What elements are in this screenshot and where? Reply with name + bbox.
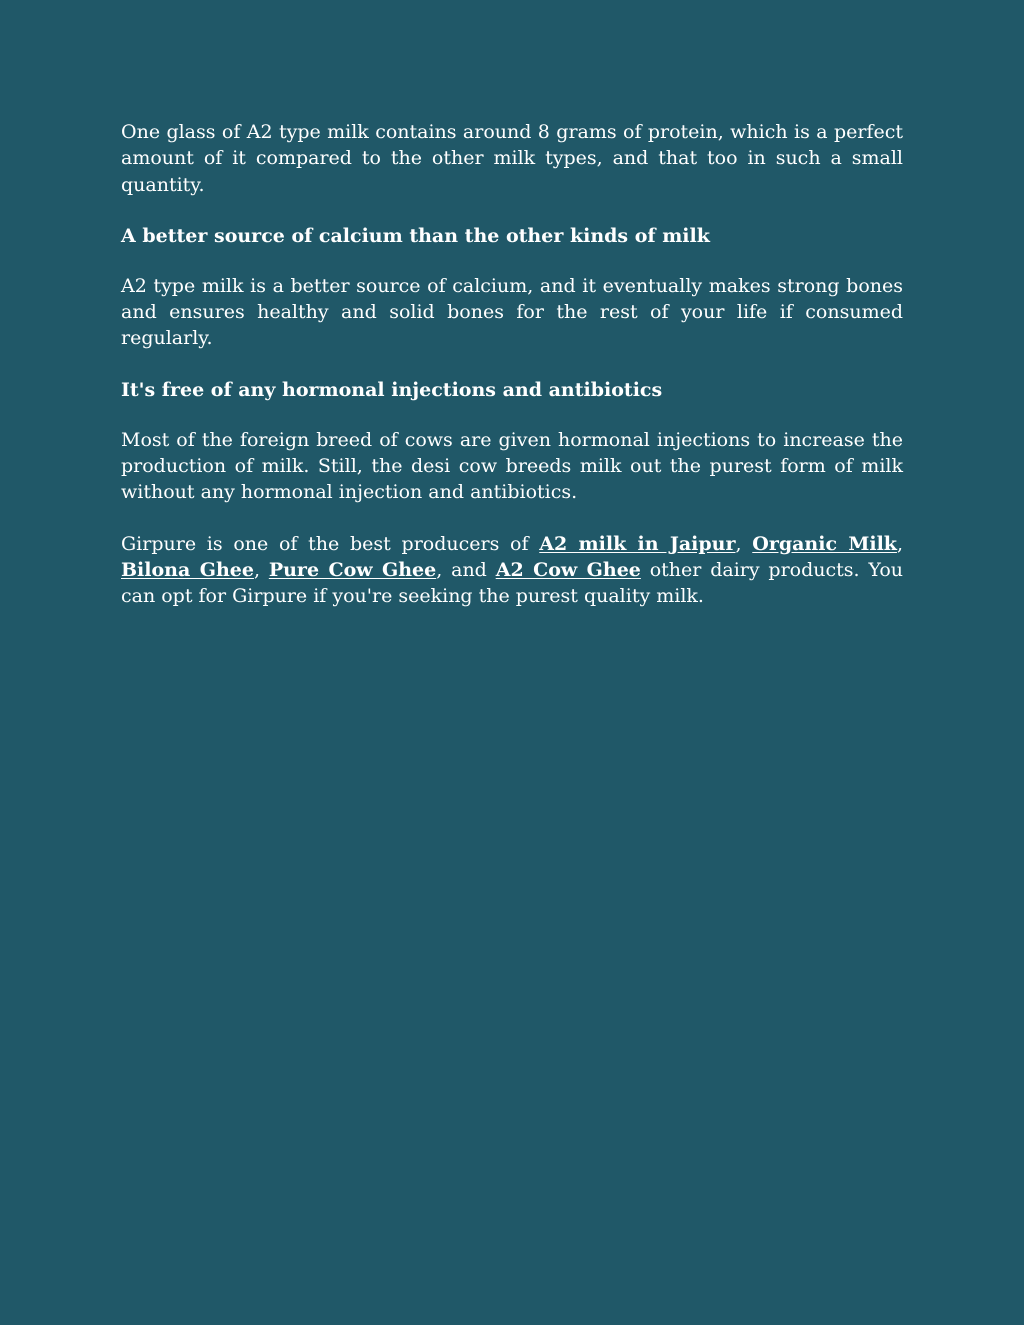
closing-outro-text: other dairy products. You can opt for Girpure if you're seeking the purest quality milk. bbox=[121, 558, 903, 608]
bilona-ghee-link[interactable]: Bilona Ghee bbox=[121, 558, 254, 581]
spacer bbox=[121, 352, 903, 377]
closing-intro-text: Girpure is one of the best producers of bbox=[121, 532, 540, 555]
a2-milk-jaipur-link[interactable]: A2 milk in Jaipur bbox=[539, 532, 736, 555]
calcium-heading: A better source of calcium than the other kinds of milk bbox=[121, 224, 710, 247]
separator-text: , bbox=[253, 558, 269, 581]
organic-milk-link[interactable]: Organic Milk bbox=[752, 532, 897, 555]
pure-cow-ghee-link[interactable]: Pure Cow Ghee bbox=[268, 558, 437, 581]
spacer bbox=[121, 249, 903, 273]
calcium-paragraph: A2 type milk is a better source of calcium, and it eventually makes strong bones and ensures healthy and solid bones for the rest of your life if consumed regularly. bbox=[121, 274, 903, 350]
spacer bbox=[121, 198, 903, 223]
separator-text: , and bbox=[436, 558, 496, 581]
spacer bbox=[121, 403, 903, 427]
article-body bbox=[121, 119, 903, 610]
closing-paragraph bbox=[121, 531, 903, 610]
protein-paragraph: One glass of A2 type milk contains around 8 grams of protein, which is a perfect amount of it compared to the other milk types, and that too in such a small quantity. bbox=[121, 121, 903, 196]
spacer bbox=[121, 506, 903, 531]
separator-text: , bbox=[896, 532, 904, 555]
a2-cow-ghee-link[interactable]: A2 Cow Ghee bbox=[495, 558, 641, 581]
hormone-heading: It's free of any hormonal injections and antibiotics bbox=[121, 378, 663, 401]
hormone-paragraph: Most of the foreign breed of cows are given hormonal injections to increase the production of milk. Still, the desi cow breeds milk out the purest form of milk without any hormonal injection and antibiotics. bbox=[121, 428, 903, 504]
separator-text: , bbox=[735, 532, 753, 555]
